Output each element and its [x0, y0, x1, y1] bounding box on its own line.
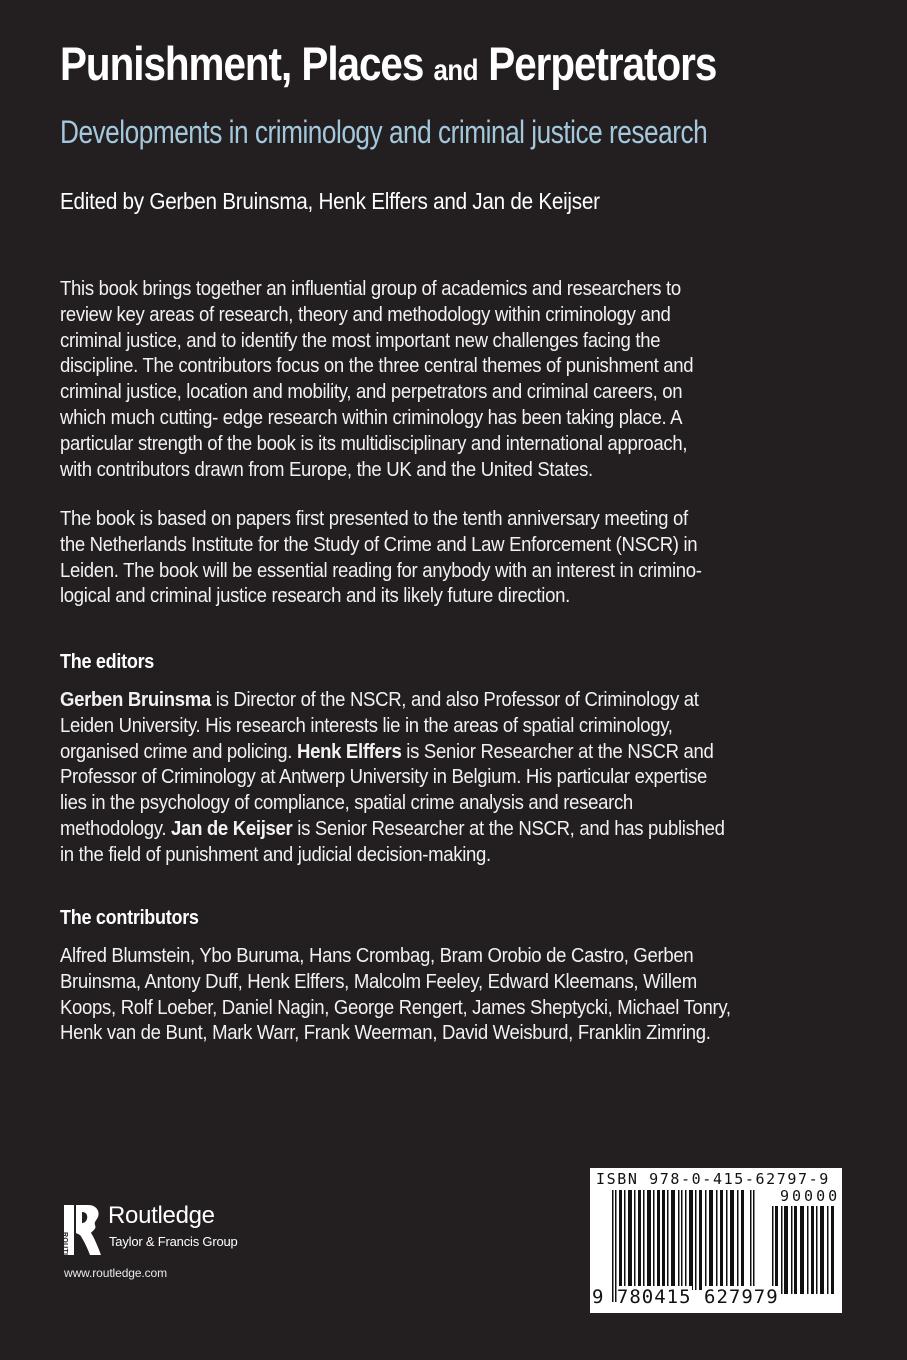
- text-line: which much cutting- edge research within criminology has been taking place. A: [60, 405, 683, 429]
- text-line: This book brings together an influential group of academics and researchers to: [60, 277, 681, 300]
- text-line: Bruinsma, Antony Duff, Henk Elffers, Malcolm Feeley, Edward Kleemans, Willem: [60, 969, 697, 993]
- isbn-barcode: [590, 1168, 842, 1313]
- addon-barcode-bars: [772, 1206, 836, 1294]
- ean-digits: [592, 1286, 779, 1308]
- bio-text: is Director of the NSCR, and also Professor of Criminology at: [210, 688, 699, 711]
- blurb-paragraph-2: [60, 506, 802, 609]
- text-line: logical and criminal justice research and its likely future direction.: [60, 584, 570, 608]
- text-line: [60, 739, 802, 765]
- text-line: [60, 816, 802, 842]
- bio-text: is Senior Researcher at the NSCR and: [401, 739, 714, 763]
- text-line: in the field of punishment and judicial decision-making.: [60, 842, 491, 866]
- contributors-list: [60, 943, 802, 1046]
- title-connector: and: [433, 54, 479, 87]
- bio-text: methodology.: [60, 816, 172, 840]
- publisher-name: Routledge: [108, 1202, 215, 1229]
- editor-name: Gerben Bruinsma: [60, 688, 211, 711]
- text-line: Leiden. The book will be essential reading for anybody with an interest in crimino-: [60, 558, 702, 582]
- publisher-group: Taylor & Francis Group: [109, 1234, 238, 1249]
- isbn-label: ISBN 978-0-415-62797-9: [596, 1170, 830, 1188]
- text-line: discipline. The contributors focus on the three central themes of punishment and: [60, 354, 694, 378]
- text-line: review key areas of research, theory and methodology within criminology and: [60, 302, 671, 326]
- editor-name: Henk Elffers: [296, 739, 402, 763]
- title-part2: Perpetrators: [488, 37, 717, 90]
- text-line: The book is based on papers first presented to the tenth anniversary meeting of: [60, 507, 688, 530]
- bio-text: is Senior Researcher at the NSCR, and has published: [292, 816, 725, 840]
- editors-heading: The editors: [60, 651, 155, 673]
- text-line: the Netherlands Institute for the Study of Crime and Law Enforcement (NSCR) in: [60, 532, 698, 556]
- text-line: criminal justice, and to identify the most important new challenges facing the: [60, 328, 661, 352]
- routledge-r-profile-icon: [64, 1205, 102, 1255]
- text-line: Koops, Rolf Loeber, Daniel Nagin, George Rengert, James Sheptycki, Michael Tonry,: [60, 995, 731, 1019]
- text-line: Henk van de Bunt, Mark Warr, Frank Weerman, David Weisburd, Franklin Zimring.: [60, 1021, 711, 1045]
- price-code: 90000: [780, 1187, 841, 1205]
- text-line: with contributors drawn from Europe, the UK and the United States.: [60, 457, 593, 481]
- blurb-paragraph-1: [60, 276, 802, 482]
- text-line: Leiden University. His research interests lie in the areas of spatial criminology,: [60, 713, 673, 737]
- edited-by-line: Edited by Gerben Bruinsma, Henk Elffers and Jan de Keijser: [60, 188, 600, 214]
- contributors-heading: The contributors: [60, 907, 199, 929]
- text-line: Professor of Criminology at Antwerp University in Belgium. His particular expertise: [60, 765, 708, 789]
- book-subtitle: Developments in criminology and criminal justice research: [60, 114, 708, 150]
- logo-vertical-text: ROUTLEDGE: [61, 1232, 68, 1279]
- title-part1: Punishment, Places: [60, 37, 424, 90]
- editors-bio: [60, 687, 802, 868]
- publisher-logo: [61, 1202, 284, 1279]
- ean-group-2: 627979: [704, 1286, 779, 1308]
- book-title: [60, 36, 716, 91]
- ean-first-digit: 9: [592, 1286, 605, 1308]
- text-line: lies in the psychology of compliance, spatial crime analysis and research: [60, 791, 633, 815]
- ean-group-1: 780415: [616, 1286, 692, 1308]
- editor-name: Jan de Keijser: [171, 816, 293, 840]
- text-line: Alfred Blumstein, Ybo Buruma, Hans Crombag, Bram Orobio de Castro, Gerben: [60, 944, 694, 967]
- text-line: particular strength of the book is its multidisciplinary and international approach,: [60, 431, 688, 455]
- text-line: [60, 687, 802, 713]
- text-line: criminal justice, location and mobility, and perpetrators and criminal careers, on: [60, 380, 683, 404]
- publisher-url: www.routledge.com: [64, 1266, 168, 1280]
- bio-text: organised crime and policing.: [60, 739, 297, 763]
